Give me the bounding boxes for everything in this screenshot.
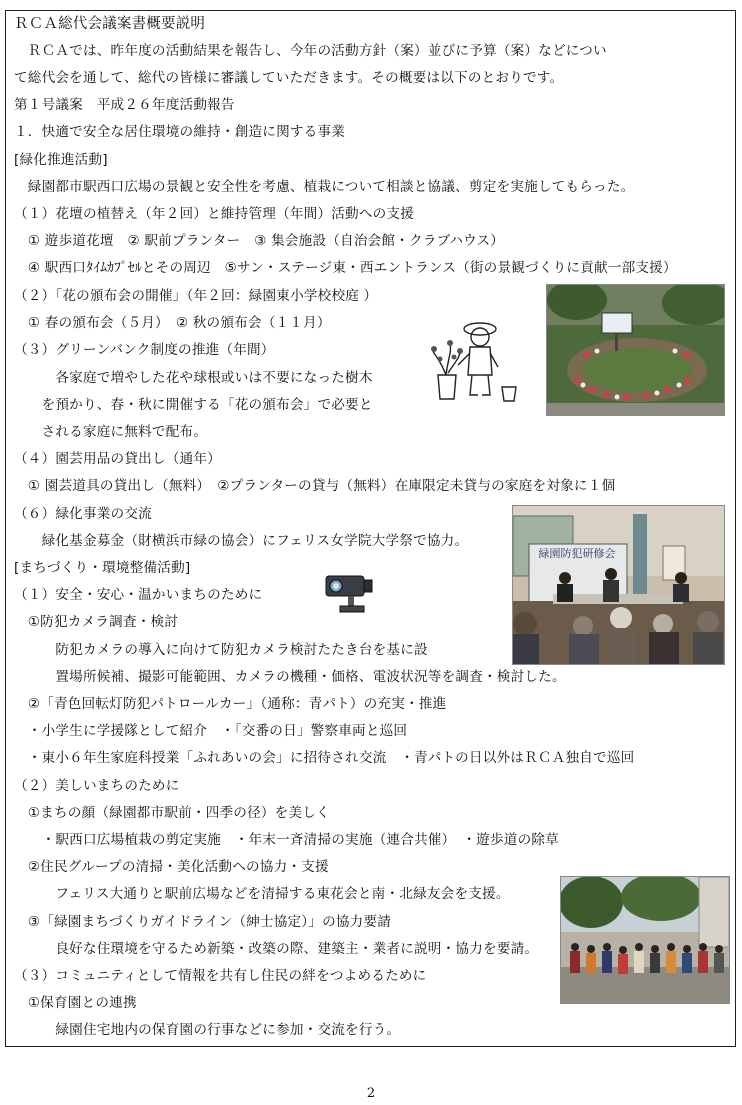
doc-title: ＲＣＡ総代会議案書概要説明 [14,16,206,32]
intro-line-1: ＲＣＡでは、昨年度の活動結果を報告し、今年の活動方針（案）並びに予算（案）などについ [14,43,607,59]
text-line: を預かり、春・秋に開催する「花の頒布会」で必要と [14,397,373,413]
intro-line-2: て総代会を通して、総代の皆様に審議していただきます。その概要は以下のとおりです。 [14,70,564,86]
text-line: 緑園都市駅西口広場の景観と安全性を考慮、植栽について相談と協議、剪定を実施してもらった。 [14,179,635,195]
text-line: 置場所候補、撮影可能範囲、カメラの機種・価格、電波状況等を調査・検討した。 [14,669,566,685]
text-line: 各家庭で増やした花や球根或いは不要になった樹木 [14,370,373,386]
page-number: 2 [366,1086,376,1101]
text-line: ③「緑園まちづくりガイドライン（紳士協定）」の協力要請 [14,914,392,930]
meeting-sign-text: 緑園防犯研修会 [538,547,616,560]
text-line: （２）美しいまちのために [14,778,180,794]
text-line: （３）グリーンバンク制度の推進（年間） [14,342,275,358]
text-line: 防犯カメラの導入に向けて防犯カメラ検討たたき台を基に設 [14,642,428,658]
text-line: される家庭に無料で配布。 [14,424,208,440]
text-line: ・東小６年生家庭科授業「ふれあいの会」に招待され交流 ・青パトの日以外はＲＣＡ独自で巡回 [14,750,635,766]
gardener-illustration [430,315,522,407]
text-line: ・駅西口広場植栽の剪定実施 ・年末一斉清掃の実施（連合共催） ・遊歩道の除草 [14,832,559,848]
text-line: 良好な住環境を守るため新築・改築の際、建築主・業者に説明・協力を要請。 [14,941,539,957]
text-line: （３）コミュニティとして情報を共有し住民の絆をつよめるために [14,968,427,984]
text-line: ① 遊歩道花壇 ② 駅前プランター ③ 集会施設（自治会館・クラブハウス） [14,233,505,249]
text-line: ① 春の頒布会（５月） ② 秋の頒布会（１１月） [14,315,331,331]
text-line: （６）緑化事業の交流 [14,506,152,522]
text-line: ②「青色回転灯防犯パトロールカー」（通称：青パト）の充実・推進 [14,696,447,712]
text-line: 緑化基金募金（財横浜市緑の協会）にフェリス女学院大学祭で協力。 [14,533,469,549]
town-heading: [まちづくり・環境整備活動] [14,560,191,576]
text-line: （１）花壇の植替え（年２回）と維持管理（年間）活動への支援 [14,206,415,222]
text-line: （４）園芸用品の貸出し（通年） [14,451,221,467]
text-line: （１）安全・安心・温かいまちのために [14,587,263,603]
text-line: フェリス大通りと駅前広場などを清掃する東花会と南・北緑友会を支援。 [14,886,510,902]
meeting-photo [512,505,725,665]
security-camera-icon [322,570,378,614]
text-line: ①保育園との連携 [14,995,137,1011]
text-line: ・小学生に学援隊として紹介 ・「交番の日」警察車両と巡回 [14,723,408,739]
text-line: ①まちの顔（緑園都市駅前・四季の径）を美しく [14,805,330,821]
text-line: ④ 駅西口ﾀｲﾑｶﾌﾟｾﾙとその周辺 ⑤サン・ステージ東・西エントランス（街の景観づくりに貢献一部支援） [14,260,677,276]
cleanup-activity-photo [560,876,730,1004]
flower-bed-photo [546,284,725,416]
green-heading: [緑化推進活動] [14,152,108,168]
section-heading: １．快適で安全な居住環境の維持・創造に関する事業 [14,124,346,140]
agenda-heading: 第１号議案 平成２６年度活動報告 [14,97,235,113]
text-line: 緑園住宅地内の保育園の行事などに参加・交流を行う。 [14,1022,401,1038]
text-line: ① 園芸道具の貸出し（無料） ②プランターの貸与（無料）在庫限定未貸与の家庭を対象に１個 [14,478,616,494]
text-line: （２）「花の頒布会の開催」（年２回：緑園東小学校校庭 ） [14,288,378,304]
text-line: ①防犯カメラ調査・検討 [14,614,179,630]
text-line: ②住民グループの清掃・美化活動への協力・支援 [14,859,329,875]
